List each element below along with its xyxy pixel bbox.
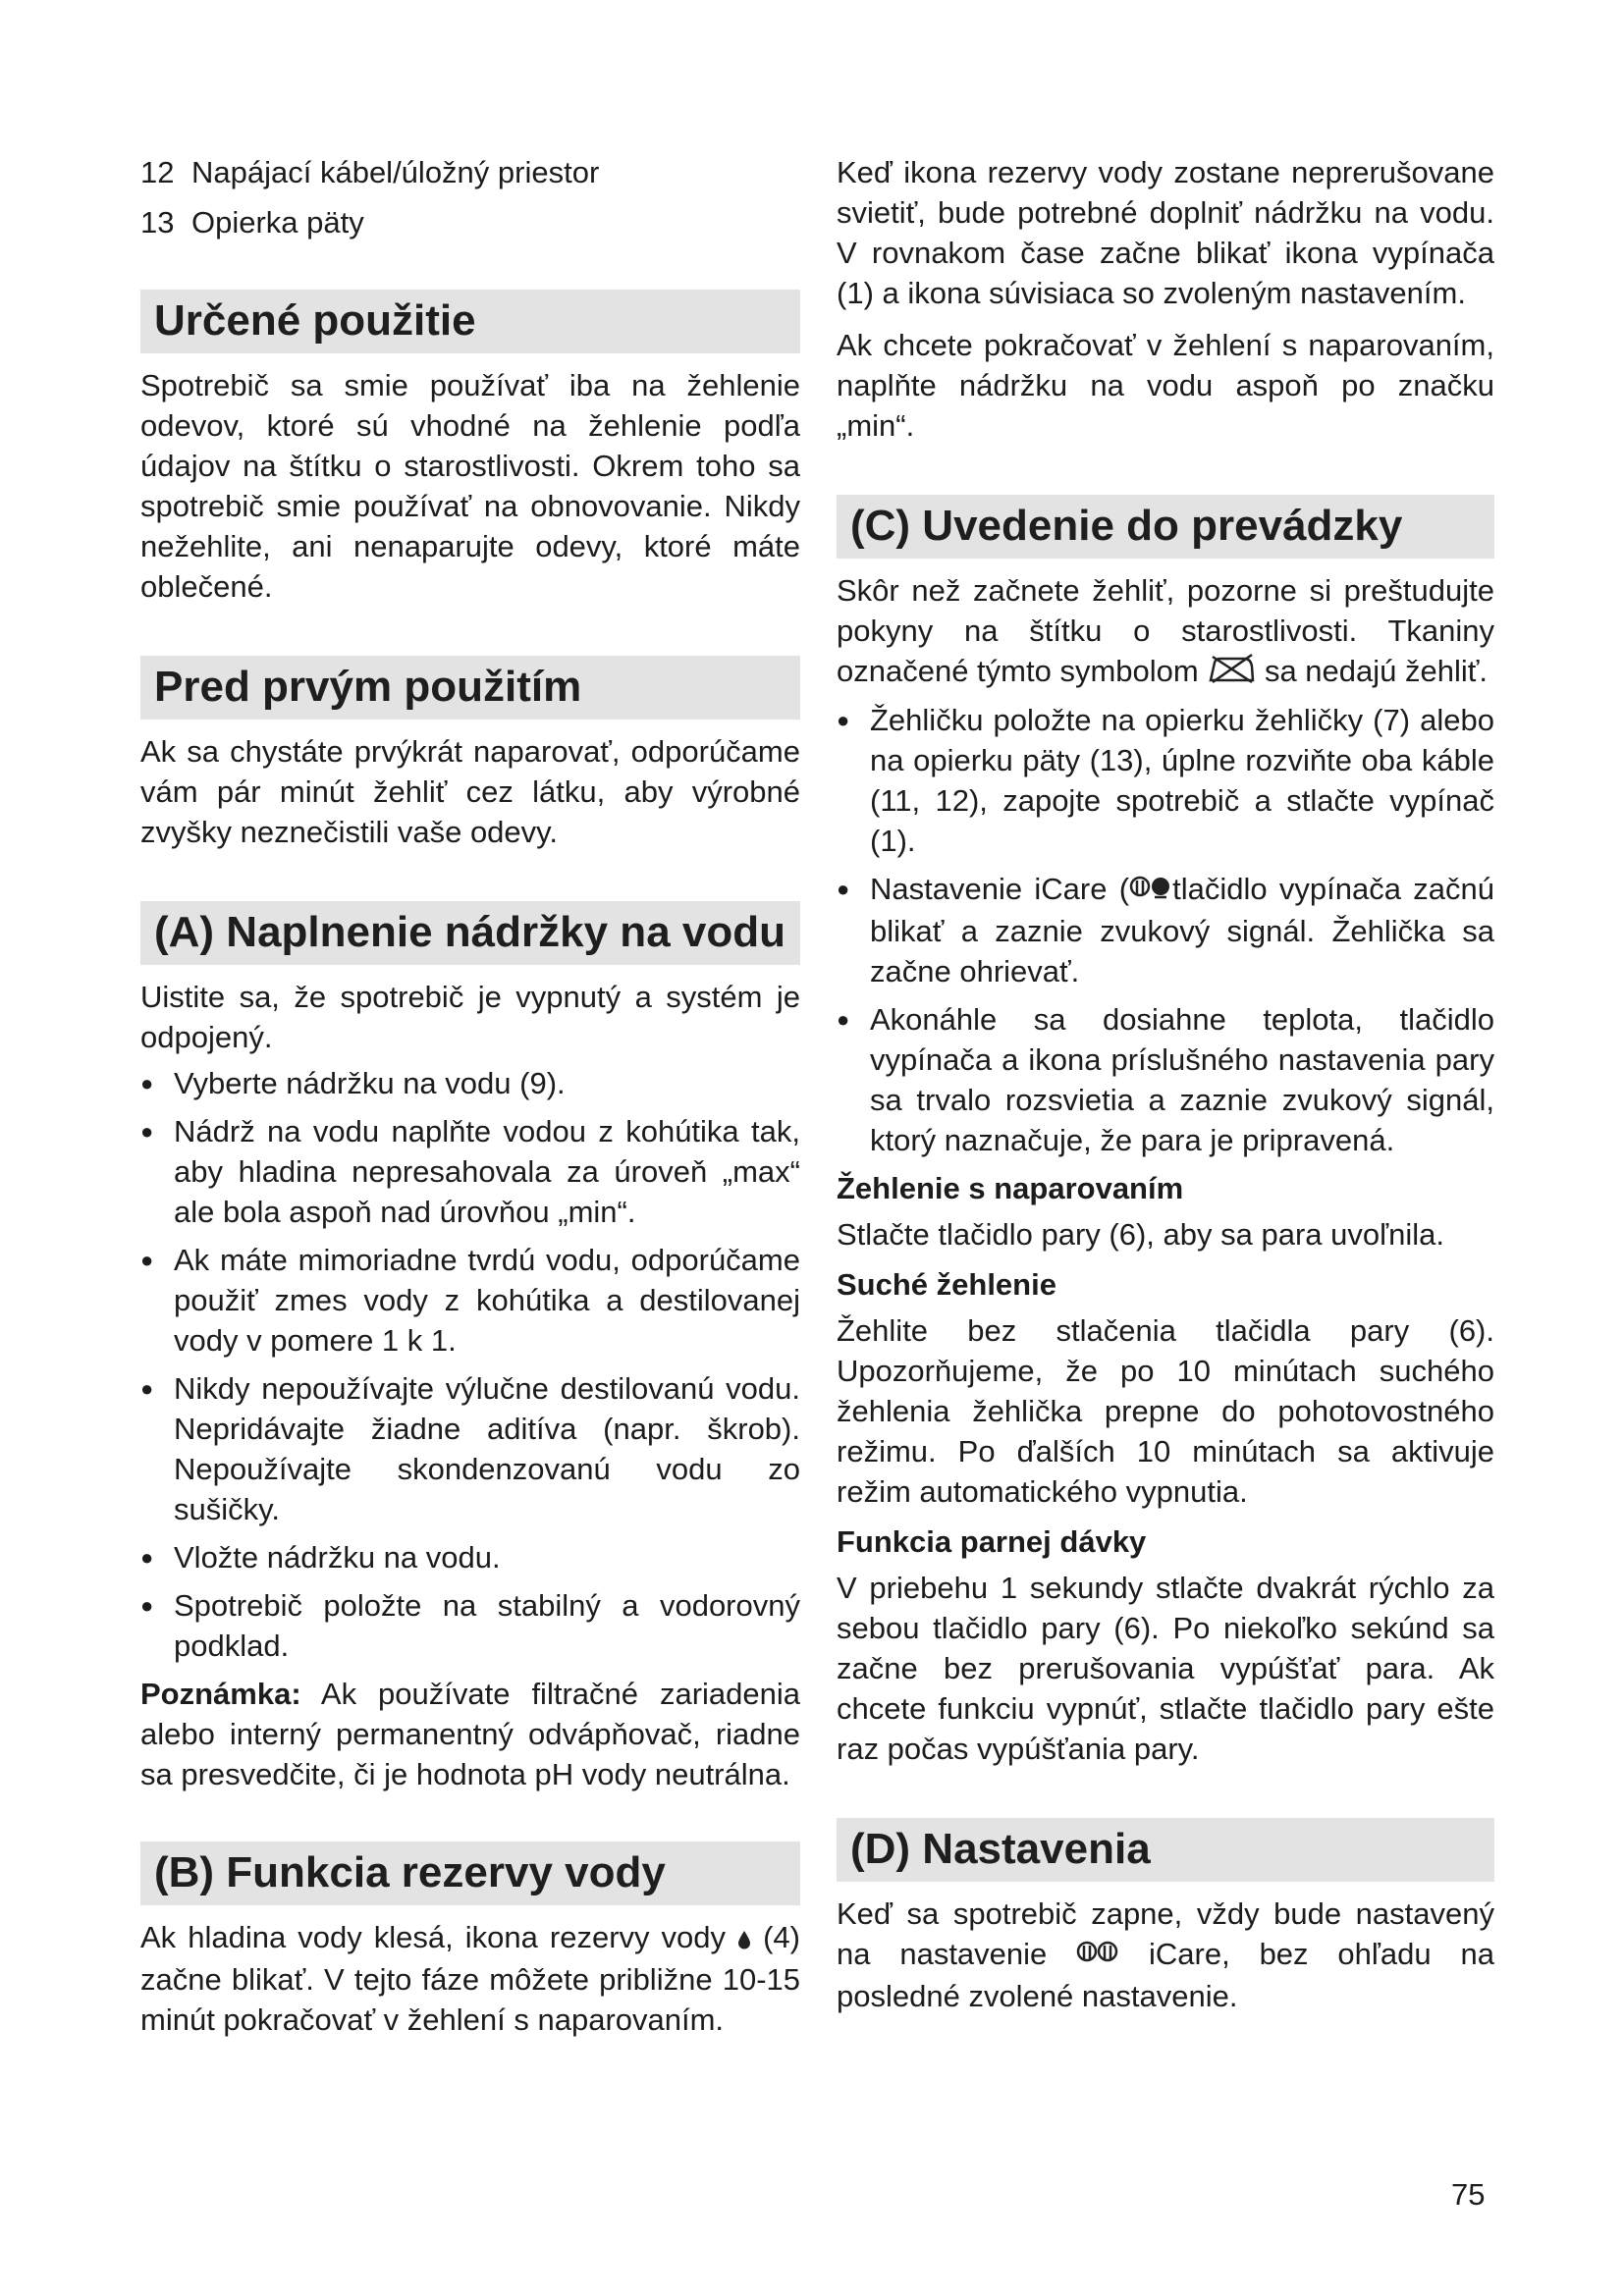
first-use-text: Ak sa chystáte prvýkrát naparovať, odporúčame vám pár minút žehliť cez látku, aby výrobné zvyšky neznečistili vaše odevy.	[140, 734, 800, 849]
dry-ironing-text: Žehlite bez stlačenia tlačidla pary (6). Upozorňujeme, že po 10 minútach suchého žehlenia žehlička prepne do pohotovostného režimu. Po ďalších 10 minútach sa aktivuje režim automatického vypnutia.	[837, 1313, 1494, 1510]
no-iron-symbol-icon	[1207, 653, 1256, 694]
section-a-bullets	[140, 1063, 800, 1666]
parts-list	[140, 147, 800, 247]
parts-item	[140, 197, 800, 247]
list-item: ● Nikdy nepoužívajte výlučne destilovanú vodu. Nepridávajte žiadne aditíva (napr. škrob). Nepoužívajte skondenzovanú vodu zo sušičky.	[140, 1368, 800, 1529]
continuation-text: Keď ikona rezervy vody zostane neprerušovane svietiť, bude potrebné doplniť nádržku na vodu. V rovnakom čase začne blikať ikona vypínača (1) a ikona súvisiaca so zvoleným nastavením.	[837, 155, 1494, 310]
section-c-bullets	[837, 700, 1494, 1160]
heading-first-use: Pred prvým použitím	[140, 656, 800, 720]
note-text: Ak používate filtračné zariadenia alebo interný permanentný odvápňovač, riadne sa presvedčite, či je hodnota pH vody neutrálna.	[140, 1677, 800, 1791]
section-c-intro-part: sa nedajú žehliť.	[1256, 654, 1488, 688]
note-label: Poznámka:	[140, 1677, 301, 1711]
parts-item	[140, 147, 800, 197]
list-item	[837, 999, 1494, 1160]
subheading-steam-burst: Funkcia parnej dávky	[837, 1524, 1147, 1560]
list-item-text: Akonáhle sa dosiahne teplota, tlačidlo vypínača a ikona príslušného nastavenia pary sa trvalo rozsvietia a zaznie zvukový signál, ktorý naznačuje, že para je pripravená.	[870, 1002, 1494, 1158]
section-b-text-part: Ak hladina vody klesá, ikona rezervy vody	[140, 1920, 738, 1954]
heading-section-c: (C) Uvedenie do prevádzky	[837, 495, 1494, 559]
section-c-intro-part: Skôr než začnete žehliť, pozorne si preštudujte pokyny na štítku o starostlivosti. Tkaniny označené týmto symbolom	[837, 573, 1494, 688]
icare-icon	[1129, 871, 1172, 911]
section-b-text-part: (4) začne blikať. V tejto fáze môžete približne 10-15 minút pokračovať v žehlení s naparovaním.	[140, 1920, 800, 2038]
intended-use-text: Spotrebič sa smie používať iba na žehlenie odevov, ktoré sú vhodné na žehlenie podľa údajov na štítku o starostlivosti. Okrem toho sa spotrebič smie používať na obnovovanie. Nikdy nežehlite, ani nenaparujte odevy, ktoré máte oblečené.	[140, 368, 800, 604]
list-item-text: Nastavenie iCare (	[870, 871, 1130, 906]
note-paragraph	[140, 1674, 800, 1794]
list-item	[837, 700, 1494, 861]
parts-item-text: Opierka päty	[191, 205, 364, 240]
section-d-text	[837, 1894, 1494, 2016]
section-a-intro: Uistite sa, že spotrebič je vypnutý a systém je odpojený.	[140, 980, 800, 1054]
icare-icon	[1076, 1936, 1119, 1976]
heading-section-d: (D) Nastavenia	[837, 1818, 1494, 1882]
parts-item-number: 12	[140, 155, 175, 189]
parts-item-number: 13	[140, 205, 175, 240]
steam-burst-text: V priebehu 1 sekundy stlačte dvakrát rýchlo za sebou tlačidlo pary (6). Po niekoľko sekúnd sa začne bez prerušovania vypúšťať para. Ak chcete funkciu vypnúť, stlačte tlačidlo pary ešte raz počas vypúšťania pary.	[837, 1571, 1494, 1767]
left-column	[140, 147, 800, 2040]
section-d-text-part: Keď sa spotrebič zapne, vždy bude nastavený na nastavenie	[837, 1896, 1494, 1972]
section-d-text-part: iCare, bez ohľadu na posledné zvolené nastavenie.	[837, 1937, 1494, 2014]
list-item: ● Spotrebič položte na stabilný a vodorovný podklad.	[140, 1585, 800, 1666]
section-c-intro	[837, 570, 1494, 694]
list-item	[837, 869, 1494, 991]
list-item-text: tlačidlo vypínača začnú blikať a zaznie zvukový signál. Žehlička sa začne ohrievať.	[870, 871, 1494, 989]
list-item: ● Vyberte nádržku na vodu (9).	[140, 1063, 800, 1103]
page-number: 75	[1451, 2177, 1486, 2212]
right-column	[837, 152, 1494, 2016]
steam-ironing-text: Stlačte tlačidlo pary (6), aby sa para uvoľnila.	[837, 1217, 1445, 1253]
subheading-dry-ironing: Suché žehlenie	[837, 1267, 1056, 1303]
list-item: ● Nádrž na vodu naplňte vodou z kohútika tak, aby hladina nepresahovala za úroveň „max“ ale bola aspoň nad úrovňou „min“.	[140, 1111, 800, 1232]
heading-section-a: (A) Naplnenie nádržky na vodu	[140, 901, 800, 965]
heading-section-b: (B) Funkcia rezervy vody	[140, 1842, 800, 1905]
heading-intended-use: Určené použitie	[140, 290, 800, 353]
section-b-text	[140, 1917, 800, 2040]
subheading-steam-ironing: Žehlenie s naparovaním	[837, 1171, 1184, 1206]
water-drop-icon	[737, 1919, 751, 1959]
parts-item-text: Napájací kábel/úložný priestor	[191, 155, 600, 189]
list-item-text: Žehličku položte na opierku žehličky (7) alebo na opierku päty (13), úplne rozviňte oba káble (11, 12), zapojte spotrebič a stlačte vypínač (1).	[870, 702, 1494, 858]
continuation-text-2: Ak chcete pokračovať v žehlení s naparovaním, naplňte nádržku na vodu aspoň po značku „min“.	[837, 328, 1494, 443]
list-item: ● Vložte nádržku na vodu.	[140, 1537, 800, 1577]
list-item: ● Ak máte mimoriadne tvrdú vodu, odporúčame použiť zmes vody z kohútika a destilovanej vody v pomere 1 k 1.	[140, 1240, 800, 1361]
